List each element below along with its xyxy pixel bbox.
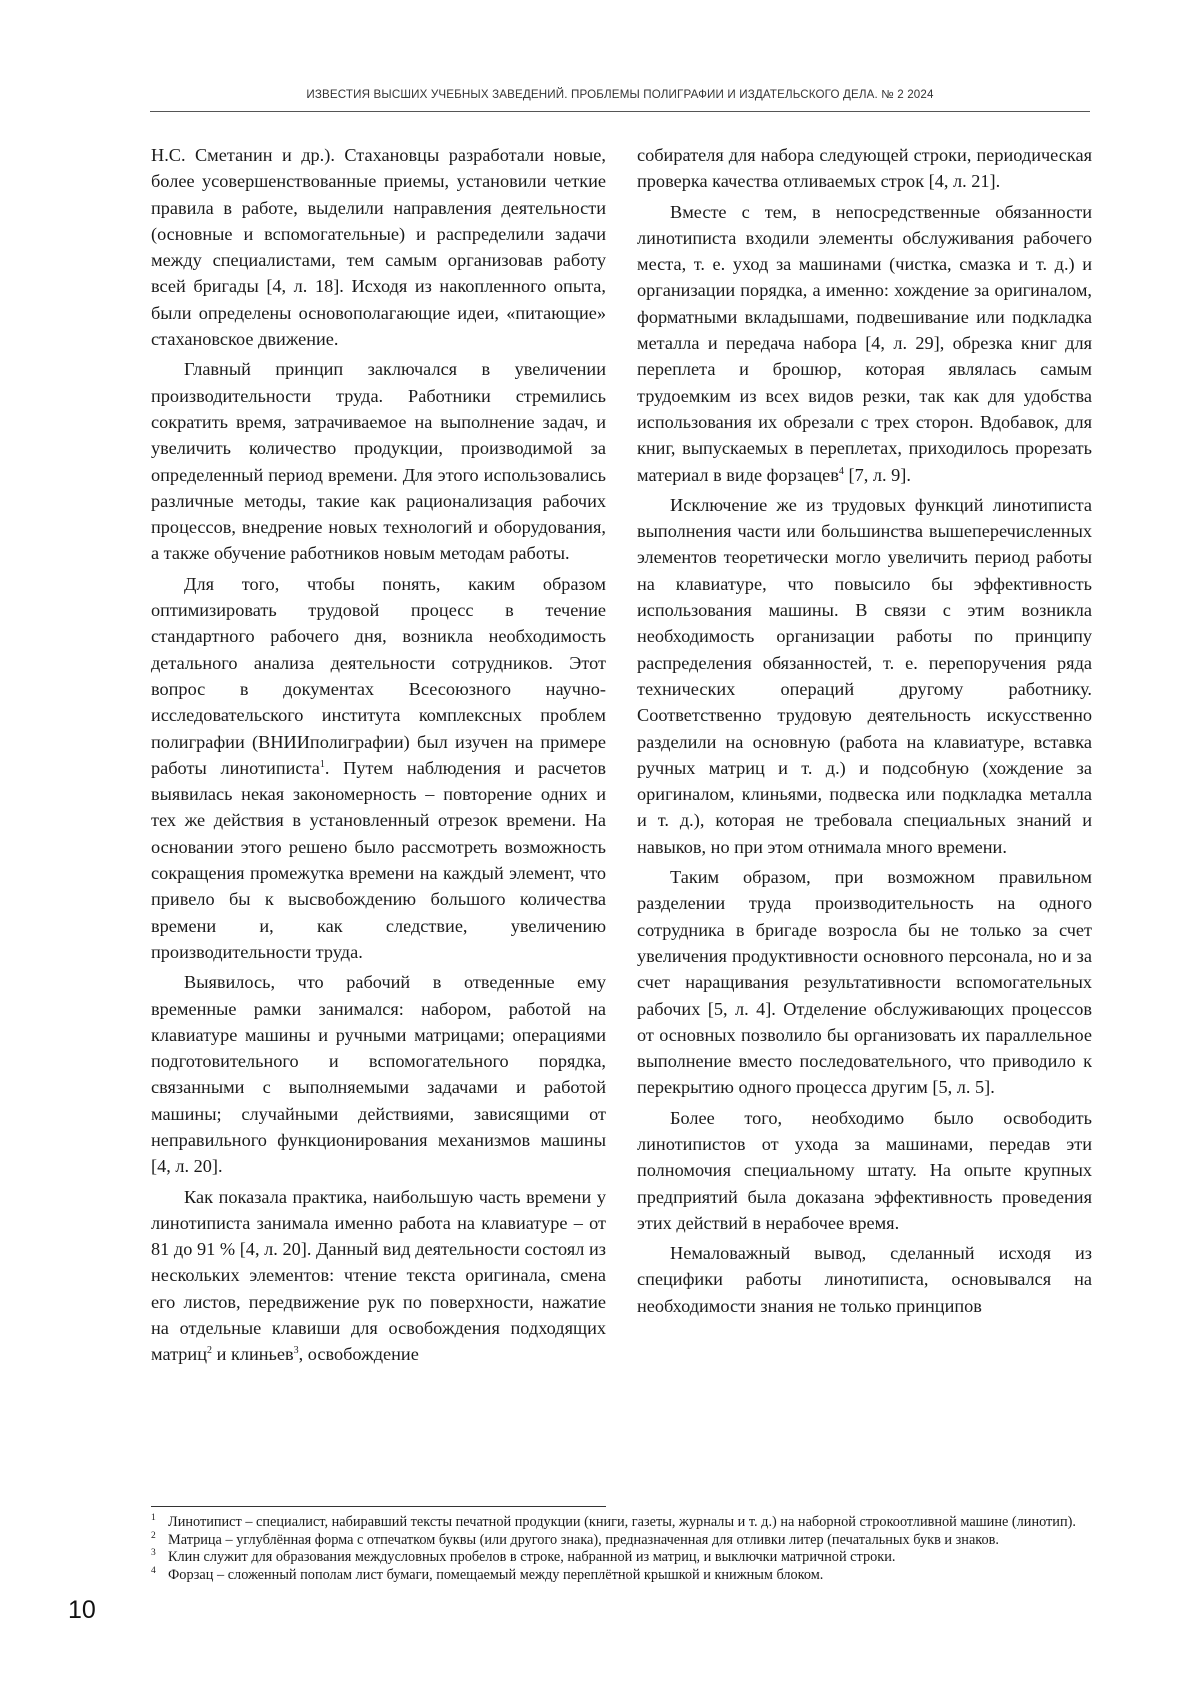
footnotes [151,1514,1089,1584]
footnote-text: Клин служит для образования междусловных пробелов в строке, набранной из матриц, и выключки матричной строки. [168,1549,896,1566]
text-run: Для того, чтобы понять, каким образом оптимизировать трудовой процесс в течение стандартного рабочего дня, возникла необходимость детального анализа деятельности сотрудников. Этот вопрос в документах Всесоюзного научно-исследовательского института комплексных проблем полиграфии (ВНИИполиграфии) был изучен на примере работы линотиписта [151,573,606,778]
text-run: Вместе с тем, в непосредственные обязанности линотиписта входили элементы обслуживания рабочего места, т. е. уход за машинами (чистка, смазка и т. д.) и организации порядка, а именно: хождение за оригиналом, форматными вкладышами, подвешивание или подкладка металла и передача набора [4, л. 29], обрезка книг для переплета и брошюр, которая являлась самым трудоемким из всех видов резки, так как для удобства использования их обрезали с трех сторон. Вдобавок, для книг, выпускаемых в переплетах, приходилось прорезать материал в виде форзацев [637,201,1092,485]
text-run: , освобождение [298,1344,419,1365]
footnote-number: 4 [151,1565,156,1576]
left-column [151,142,606,1372]
paragraph [637,199,1092,488]
footnote-4 [151,1567,1089,1585]
footnote-number: 1 [151,1513,156,1523]
footnote-divider [151,1506,606,1507]
text-run: и клиньев [212,1344,294,1365]
footnote-ref-2[interactable]: 2 [207,1345,213,1357]
header-divider [150,111,1090,112]
text-run: [7, л. 9]. [843,464,911,485]
paragraph: Исключение же из трудовых функций линотиписта выполнения части или большинства вышеперечисленных элементов теоретически могло увеличить период работы на клавиатуре, что повысило бы эффективность использования машины. В связи с этим возникла необходимость организации работы по принципу распределения обязанностей, т. е. перепоручения ряда технических операций другому работнику. Соответственно трудовую деятельность искусственно разделили на основную (работа на клавиатуре, вставка ручных матриц и т. д.) и подсобную (хождение за оригиналом, клиньями, подвеска или подкладка металла и т. д.), которая не требовала специальных знаний и навыков, но при этом отнимала много времени. [637,494,1092,857]
footnote-text: Матрица – углублённая форма с отпечатком буквы (или другого знака), предназначенная для отливки литер (печатальных букв и знаков. [168,1531,999,1548]
paragraph [151,571,606,965]
footnote-3 [151,1549,1089,1567]
paragraph: Н.С. Сметанин и др.). Стахановцы разработали новые, более усовершенствованные приемы, установили четкие правила в работе, выделили направления деятельности (основные и вспомогательные) и распределили задачи между специалистами, тем самым организовав работу всей бригады [4, л. 18]. Исходя из накопленного опыта, были определены основополагающие идеи, «питающие» стахановское движение. [151,145,606,350]
footnote-ref-4[interactable]: 4 [838,465,844,477]
footnote-ref-3[interactable]: 3 [293,1345,299,1357]
paragraph: Более того, необходимо было освободить линотипистов от ухода за машинами, передав эти полномочия специальному штату. На опыте крупных предприятий была доказана эффективность проведения этих действий в нерабочее время. [637,1107,1092,1233]
running-header: ИЗВЕСТИЯ ВЫСШИХ УЧЕБНЫХ ЗАВЕДЕНИЙ. ПРОБЛЕМЫ ПОЛИГРАФИИ И ИЗДАТЕЛЬСКОГО ДЕЛА. № 2 2024 [306,88,934,101]
footnote-2 [151,1532,1089,1550]
footnote-text: Линотипист – специалист, набиравший тексты печатной продукции (книги, газеты, журналы и т. д.) на наборной строкоотливной машине (линотип). [168,1514,1076,1530]
text-run: Как показала практика, наибольшую часть времени у линотиписта занимала именно работа на клавиатуре – от 81 до 91 % [4, л. 20]. Данный вид деятельности состоял из нескольких элементов: чтение текста оригинала, смена его листов, передвижение рук по поверхности, нажатие на отдельные клавиши для освобождения подходящих матриц [151,1186,606,1365]
paragraph: Немаловажный вывод, сделанный исходя из специфики работы линотиписта, основывался на необходимости знания не только принципов [637,1243,1092,1316]
paragraph: собирателя для набора следующей строки, периодическая проверка качества отливаемых строк [4, л. 21]. [637,145,1092,192]
footnote-number: 2 [151,1530,156,1541]
paragraph: Выявилось, что рабочий в отведенные ему временные рамки занимался: набором, работой на клавиатуре машины и ручными матрицами; операциями подготовительного и вспомогательного порядка, связанными с выполняемыми задачами и работой машины; случайными действиями, зависящими от неправильного функционирования механизмов машины [4, л. 20]. [151,972,606,1177]
paragraph: Таким образом, при возможном правильном разделении труда производительность на одного сотрудника в бригаде возросла бы не только за счет увеличения продуктивности основного персонала, но и за счет наращивания результативности вспомогательных рабочих [5, л. 4]. Отделение обслуживающих процессов от основных позволило бы организовать их параллельное выполнение вместо последовательного, что приводило к перекрытию одного процесса другим [5, л. 5]. [637,867,1092,1098]
footnote-1 [151,1514,1089,1532]
paragraph: Главный принцип заключался в увеличении производительности труда. Работники стремились сократить время, затрачиваемое на выполнение задач, и увеличить количество продукции, производимой за определенный период времени. Для этого использовались различные методы, такие как рационализация рабочих процессов, внедрение новых технологий и оборудования, а также обучение работников новым методам работы. [151,359,606,564]
footnote-number: 3 [151,1548,156,1559]
footnote-ref-1[interactable]: 1 [319,758,325,770]
footnote-text: Форзац – сложенный пополам лист бумаги, помещаемый между переплётной крышкой и книжным блоком. [168,1566,824,1583]
right-column [637,142,1092,1323]
paragraph [151,1184,606,1368]
page-number: 10 [68,1596,96,1624]
text-run: . Путем наблюдения и расчетов выявилась некая закономерность – повторение одних и тех же действия в установленный отрезок времени. На основании этого решено было рассмотреть возможность сокращения промежутка времени на каждый элемент, что привело бы к высвобождению большого количества времени и, как следствие, увеличению производительности труда. [151,757,606,962]
